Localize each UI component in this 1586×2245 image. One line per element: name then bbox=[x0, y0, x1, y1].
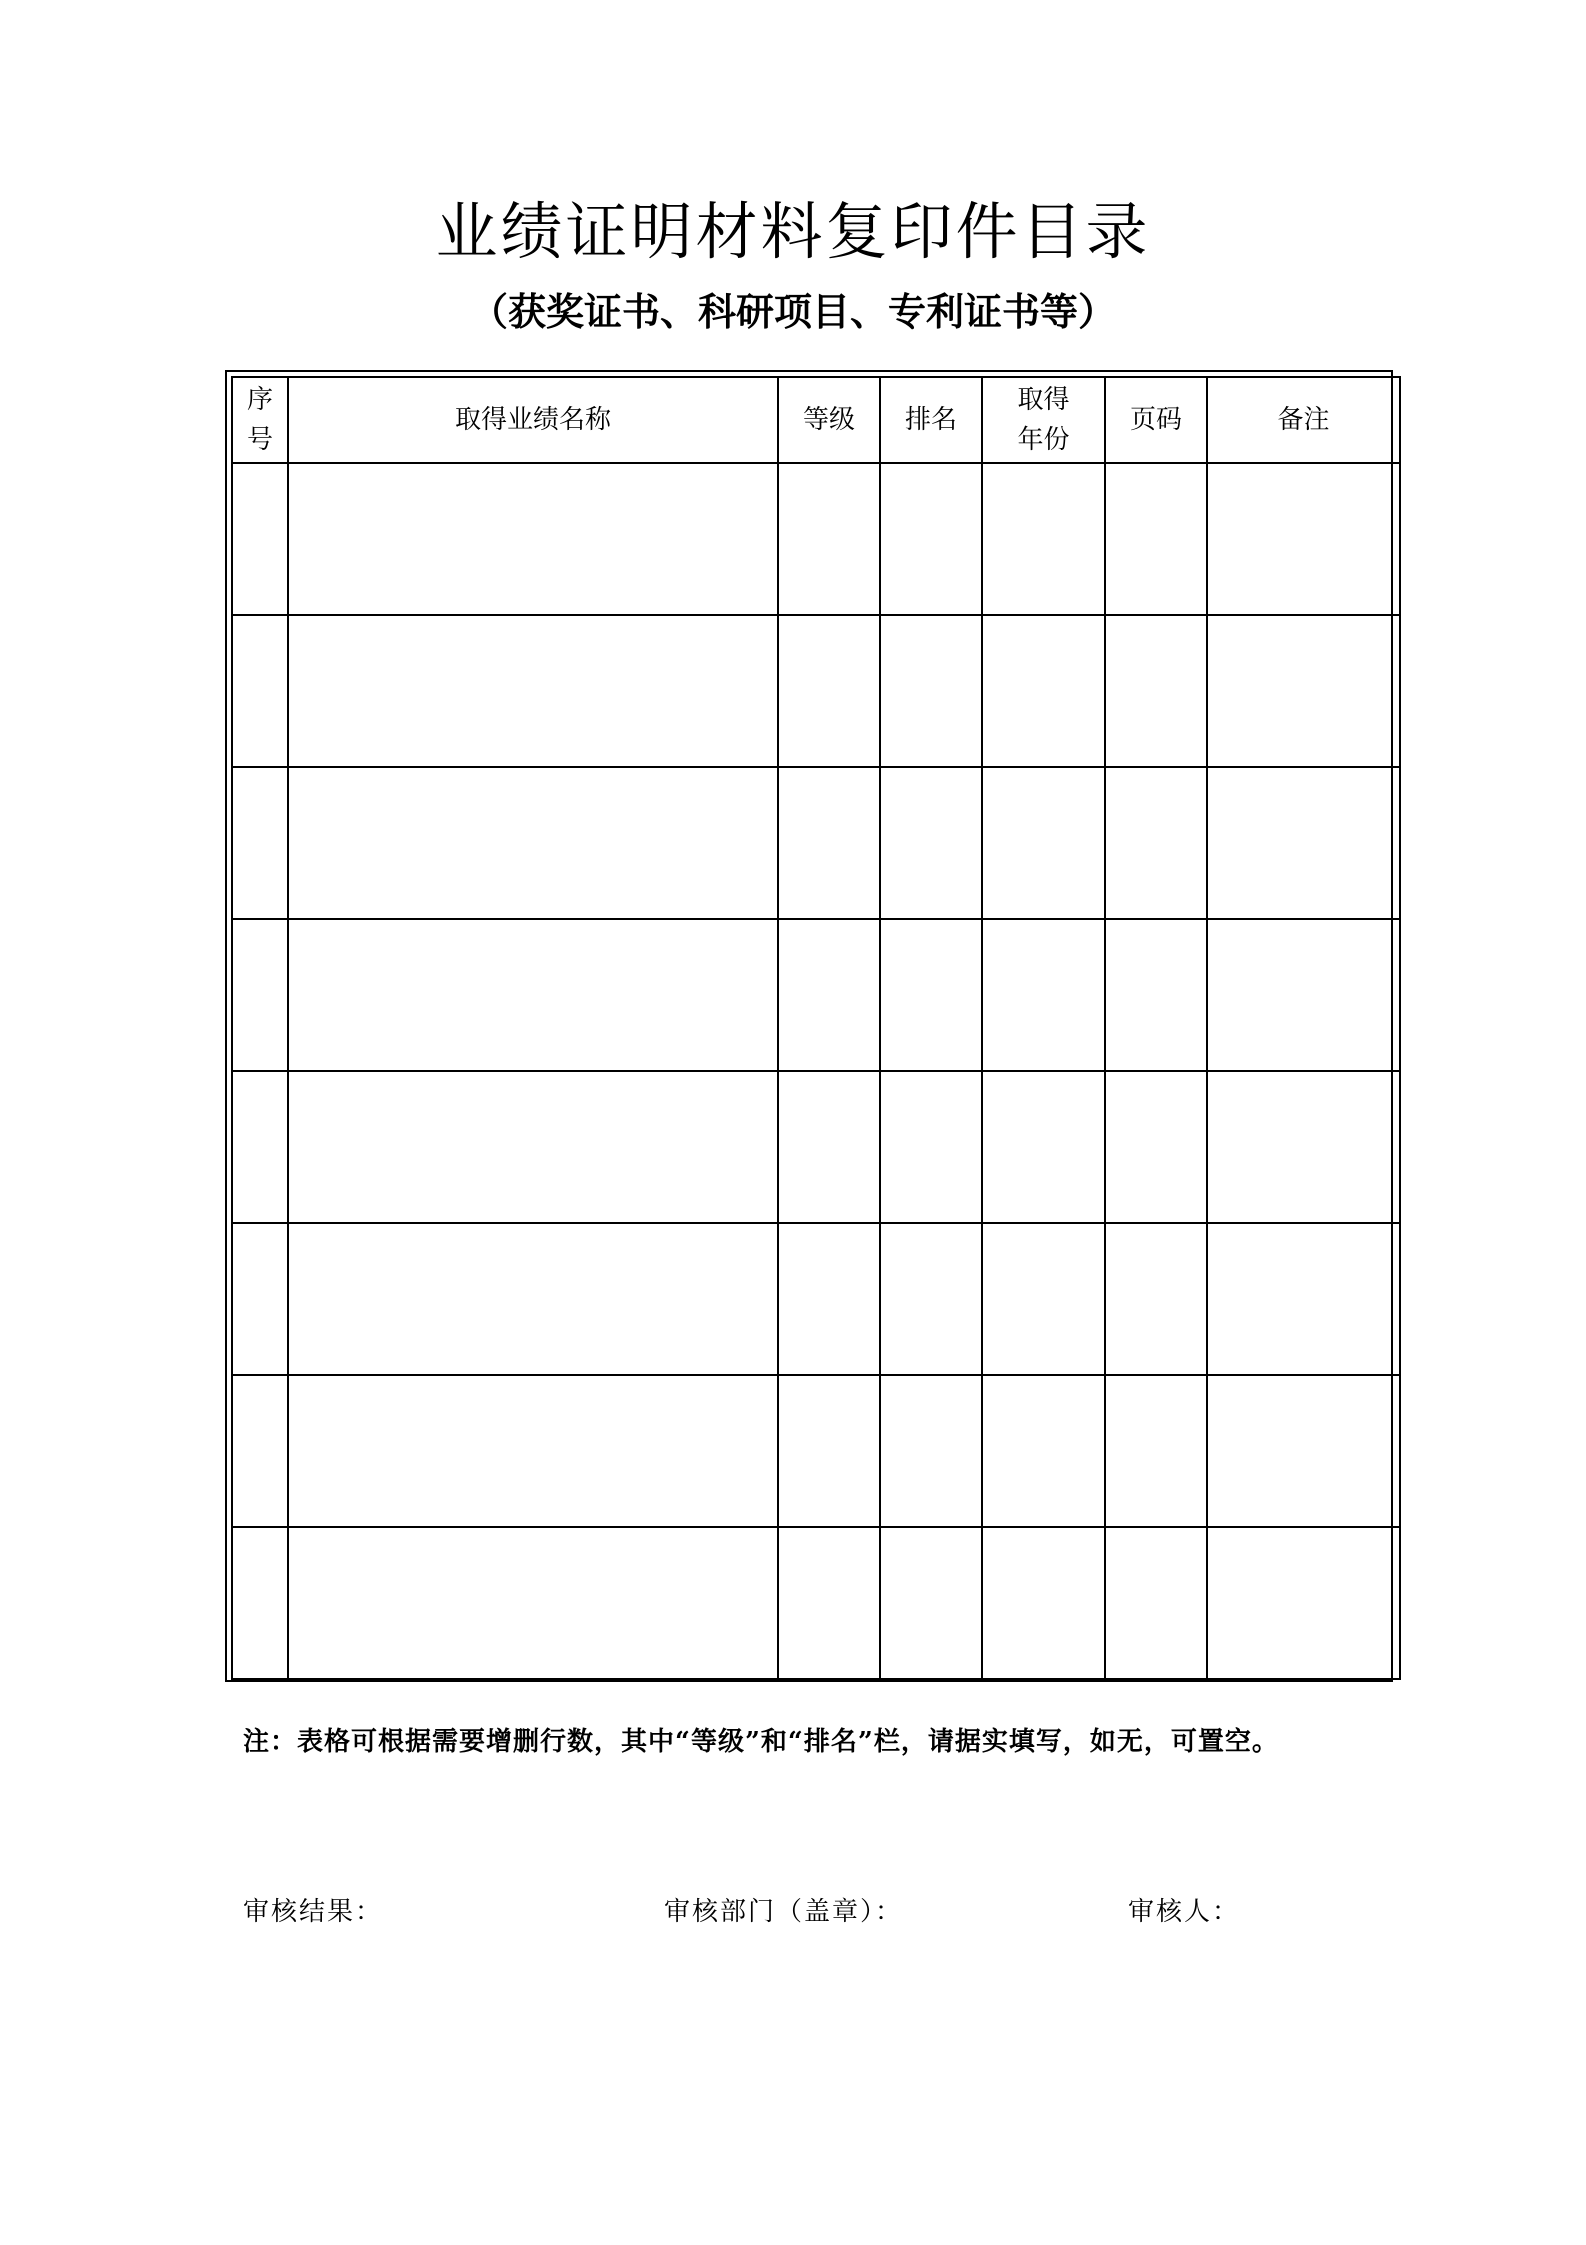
cell-remark[interactable] bbox=[1207, 1527, 1400, 1679]
cell-year[interactable] bbox=[982, 767, 1105, 919]
cell-rank[interactable] bbox=[880, 1071, 982, 1223]
cell-grade[interactable] bbox=[778, 919, 880, 1071]
cell-rank[interactable] bbox=[880, 615, 982, 767]
cell-rank[interactable] bbox=[880, 463, 982, 615]
cell-grade[interactable] bbox=[778, 767, 880, 919]
table-row bbox=[232, 463, 1400, 615]
cell-index[interactable] bbox=[232, 1527, 288, 1679]
cell-page[interactable] bbox=[1105, 1071, 1207, 1223]
cell-page[interactable] bbox=[1105, 1223, 1207, 1375]
cell-remark[interactable] bbox=[1207, 1223, 1400, 1375]
catalog-table bbox=[231, 376, 1401, 1680]
table-row bbox=[232, 767, 1400, 919]
cell-grade[interactable] bbox=[778, 1223, 880, 1375]
cell-name[interactable] bbox=[288, 1223, 778, 1375]
cell-grade[interactable] bbox=[778, 615, 880, 767]
cell-index[interactable] bbox=[232, 463, 288, 615]
cell-remark[interactable] bbox=[1207, 463, 1400, 615]
document-subtitle: （获奖证书、科研项目、专利证书等） bbox=[469, 289, 1116, 334]
table-row bbox=[232, 1223, 1400, 1375]
cell-page[interactable] bbox=[1105, 463, 1207, 615]
cell-name[interactable] bbox=[288, 1071, 778, 1223]
header-rank: 排名 bbox=[880, 377, 982, 463]
cell-index[interactable] bbox=[232, 919, 288, 1071]
cell-year[interactable] bbox=[982, 463, 1105, 615]
header-year-line-1: 取得 bbox=[1017, 385, 1070, 415]
cell-page[interactable] bbox=[1105, 1527, 1207, 1679]
header-grade: 等级 bbox=[778, 377, 880, 463]
cell-year[interactable] bbox=[982, 1527, 1105, 1679]
header-index-line-1: 序 bbox=[246, 385, 273, 415]
cell-year[interactable] bbox=[982, 1223, 1105, 1375]
cell-index[interactable] bbox=[232, 1071, 288, 1223]
cell-rank[interactable] bbox=[880, 1375, 982, 1527]
table-header-row bbox=[232, 377, 1400, 463]
cell-remark[interactable] bbox=[1207, 615, 1400, 767]
reviewer-label: 审核人： bbox=[1128, 1897, 1241, 1927]
cell-grade[interactable] bbox=[778, 1071, 880, 1223]
header-remark: 备注 bbox=[1207, 377, 1400, 463]
cell-year[interactable] bbox=[982, 1071, 1105, 1223]
table-row bbox=[232, 1527, 1400, 1679]
cell-name[interactable] bbox=[288, 463, 778, 615]
cell-year[interactable] bbox=[982, 615, 1105, 767]
header-year bbox=[982, 377, 1105, 463]
cell-page[interactable] bbox=[1105, 919, 1207, 1071]
cell-grade[interactable] bbox=[778, 1527, 880, 1679]
header-year-line-2: 年份 bbox=[1017, 425, 1070, 455]
cell-page[interactable] bbox=[1105, 615, 1207, 767]
cell-name[interactable] bbox=[288, 615, 778, 767]
cell-name[interactable] bbox=[288, 919, 778, 1071]
cell-remark[interactable] bbox=[1207, 919, 1400, 1071]
cell-rank[interactable] bbox=[880, 919, 982, 1071]
cell-rank[interactable] bbox=[880, 1527, 982, 1679]
cell-remark[interactable] bbox=[1207, 1375, 1400, 1527]
cell-rank[interactable] bbox=[880, 767, 982, 919]
cell-page[interactable] bbox=[1105, 1375, 1207, 1527]
document-title: 业绩证明材料复印件目录 bbox=[435, 195, 1151, 268]
cell-index[interactable] bbox=[232, 1223, 288, 1375]
header-page: 页码 bbox=[1105, 377, 1207, 463]
cell-index[interactable] bbox=[232, 615, 288, 767]
table-row bbox=[232, 1071, 1400, 1223]
header-index bbox=[232, 377, 288, 463]
cell-remark[interactable] bbox=[1207, 1071, 1400, 1223]
cell-rank[interactable] bbox=[880, 1223, 982, 1375]
table-body bbox=[232, 463, 1400, 1679]
cell-grade[interactable] bbox=[778, 1375, 880, 1527]
cell-name[interactable] bbox=[288, 1527, 778, 1679]
catalog-table-frame bbox=[225, 370, 1393, 1682]
cell-index[interactable] bbox=[232, 1375, 288, 1527]
cell-year[interactable] bbox=[982, 1375, 1105, 1527]
cell-name[interactable] bbox=[288, 1375, 778, 1527]
table-row bbox=[232, 1375, 1400, 1527]
cell-grade[interactable] bbox=[778, 463, 880, 615]
cell-remark[interactable] bbox=[1207, 767, 1400, 919]
header-name: 取得业绩名称 bbox=[288, 377, 778, 463]
table-row bbox=[232, 919, 1400, 1071]
footnote: 注：表格可根据需要增删行数，其中“等级”和“排名”栏，请据实填写，如无，可置空。 bbox=[243, 1727, 1279, 1757]
review-department-label: 审核部门（盖章）： bbox=[664, 1897, 904, 1927]
cell-year[interactable] bbox=[982, 919, 1105, 1071]
review-result-label: 审核结果： bbox=[243, 1897, 384, 1927]
cell-page[interactable] bbox=[1105, 767, 1207, 919]
cell-name[interactable] bbox=[288, 767, 778, 919]
header-index-line-2: 号 bbox=[246, 425, 273, 455]
table-row bbox=[232, 615, 1400, 767]
cell-index[interactable] bbox=[232, 767, 288, 919]
